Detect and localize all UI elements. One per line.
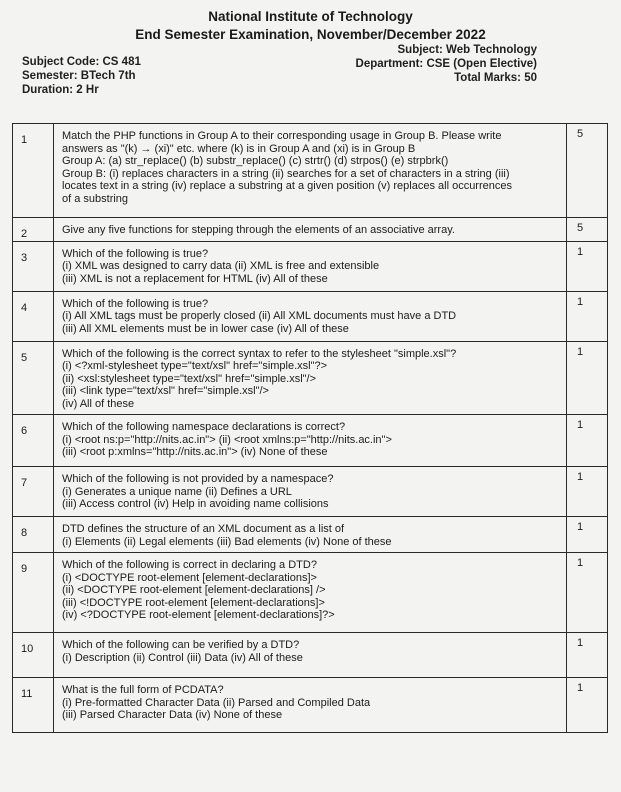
question-line: (i) <root ns:p="http://nits.ac.in"> (ii) <root xmlns:p="http://nits.ac.in"> (62, 433, 392, 446)
semester: Semester: BTech 7th (22, 70, 136, 82)
question-line: Which of the following is correct in declaring a DTD? (62, 559, 317, 571)
question-line: (ii) <DOCTYPE root-element [element-declarations] /> (62, 584, 326, 596)
institute-name: National Institute of Technology (208, 9, 413, 24)
question-text (54, 467, 567, 517)
question-marks: 1 (567, 467, 608, 517)
question-line: (i) Description (ii) Control (iii) Data (iv) All of these (62, 651, 303, 664)
question-row (13, 291, 608, 341)
question-line: (i) <DOCTYPE root-element [element-declarations]> (62, 571, 317, 584)
question-row (13, 517, 608, 553)
question-marks: 5 (567, 124, 608, 218)
question-text (54, 291, 567, 341)
exam-details-left (22, 55, 141, 97)
question-text (54, 553, 567, 633)
exam-details-right (356, 43, 537, 85)
question-line: Group B: (i) replaces characters in a string (ii) searches for a set of characters in a string (iii) (62, 167, 510, 180)
question-marks: 1 (567, 678, 608, 733)
question-text (54, 218, 567, 242)
question-line: Which of the following can be verified by a DTD? (62, 639, 300, 651)
question-marks: 1 (567, 241, 608, 291)
question-line: (iii) <!DOCTYPE root-element [element-declarations]> (62, 596, 325, 609)
question-line: (iv) <?DOCTYPE root-element [element-declarations]?> (62, 609, 335, 621)
question-line: locates text in a string (iv) replace a substring at a given position (v) replaces all occurrences (62, 180, 512, 192)
question-line: (i) Generates a unique name (ii) Defines a URL (62, 485, 292, 498)
question-line: (i) Pre-formatted Character Data (ii) Parsed and Compiled Data (62, 696, 371, 709)
question-number: 3 (13, 241, 54, 291)
question-marks: 1 (567, 341, 608, 415)
question-number: 2 (13, 218, 54, 242)
subject-code: Subject Code: CS 481 (22, 56, 141, 68)
question-line: (i) All XML tags must be properly closed (ii) All XML documents must have a DTD (62, 310, 457, 322)
question-row (13, 341, 608, 415)
question-line: (i) <?xml-stylesheet type="text/xsl" href="simple.xsl"?> (62, 360, 328, 372)
question-marks: 1 (567, 415, 608, 467)
question-line: (i) XML was designed to carry data (ii) XML is free and extensible (62, 260, 380, 272)
question-line: Group A: (a) str_replace() (b) substr_replace() (c) strtr() (d) strpos() (e) strpbrk() (62, 155, 449, 167)
total-marks: Total Marks: 50 (454, 72, 537, 84)
question-number: 9 (13, 553, 54, 633)
question-line: What is the full form of PCDATA? (62, 684, 224, 696)
question-line: Which of the following is true? (62, 247, 209, 260)
question-table (12, 123, 608, 733)
exam-title: End Semester Examination, November/December 2022 (135, 27, 486, 42)
question-line: Which of the following namespace declarations is correct? (62, 421, 346, 433)
question-line: (iii) <root p:xmlns="http://nits.ac.in"> (iv) None of these (62, 446, 328, 458)
question-text (54, 241, 567, 291)
question-marks: 1 (567, 633, 608, 678)
question-text (54, 633, 567, 678)
question-text (54, 678, 567, 733)
question-row (13, 678, 608, 733)
question-line: (iii) All XML elements must be in lower case (iv) All of these (62, 322, 349, 335)
question-number: 6 (13, 415, 54, 467)
question-line: (i) Elements (ii) Legal elements (iii) Bad elements (iv) None of these (62, 535, 392, 548)
question-number: 11 (13, 678, 54, 733)
question-marks: 1 (567, 553, 608, 633)
duration: Duration: 2 Hr (22, 84, 99, 96)
question-line: (iii) XML is not a replacement for HTML (iv) All of these (62, 272, 328, 285)
question-row (13, 241, 608, 291)
question-row (13, 553, 608, 633)
question-number: 10 (13, 633, 54, 678)
question-line: Give any five functions for stepping through the elements of an associative array. (62, 224, 455, 236)
question-line: answers as "(k) → (xi)" etc. where (k) is in Group A and (xi) is in Group B (62, 142, 416, 155)
question-text (54, 124, 567, 218)
question-row (13, 218, 608, 242)
question-number: 1 (13, 124, 54, 218)
question-line: (ii) <xsl:stylesheet type="text/xsl" href="simple.xsl"/> (62, 372, 317, 385)
question-marks: 1 (567, 517, 608, 553)
question-row (13, 633, 608, 678)
question-text (54, 517, 567, 553)
question-text (54, 415, 567, 467)
question-number: 4 (13, 291, 54, 341)
question-marks: 1 (567, 291, 608, 341)
question-line: of a substring (62, 192, 129, 205)
department: Department: CSE (Open Elective) (355, 58, 537, 70)
question-line: (iii) <link type="text/xsl" href="simple.xsl"/> (62, 385, 269, 397)
question-line: DTD defines the structure of an XML document as a list of (62, 523, 345, 535)
question-row (13, 415, 608, 467)
question-number: 8 (13, 517, 54, 553)
question-line: (iii) Parsed Character Data (iv) None of these (62, 709, 283, 721)
question-line: (iii) Access control (iv) Help in avoiding name collisions (62, 498, 329, 510)
question-row (13, 467, 608, 517)
subject: Subject: Web Technology (397, 44, 537, 56)
question-row (13, 124, 608, 218)
question-marks: 5 (567, 218, 608, 242)
question-line: (iv) All of these (62, 397, 135, 410)
question-line: Which of the following is not provided by a namespace? (62, 473, 334, 485)
question-line: Which of the following is the correct syntax to refer to the stylesheet "simple.xsl"? (62, 347, 457, 360)
question-line: Which of the following is true? (62, 297, 209, 310)
question-text (54, 341, 567, 415)
question-line: Match the PHP functions in Group A to their corresponding usage in Group B. Please write (62, 130, 502, 142)
question-number: 7 (13, 467, 54, 517)
question-number: 5 (13, 341, 54, 415)
